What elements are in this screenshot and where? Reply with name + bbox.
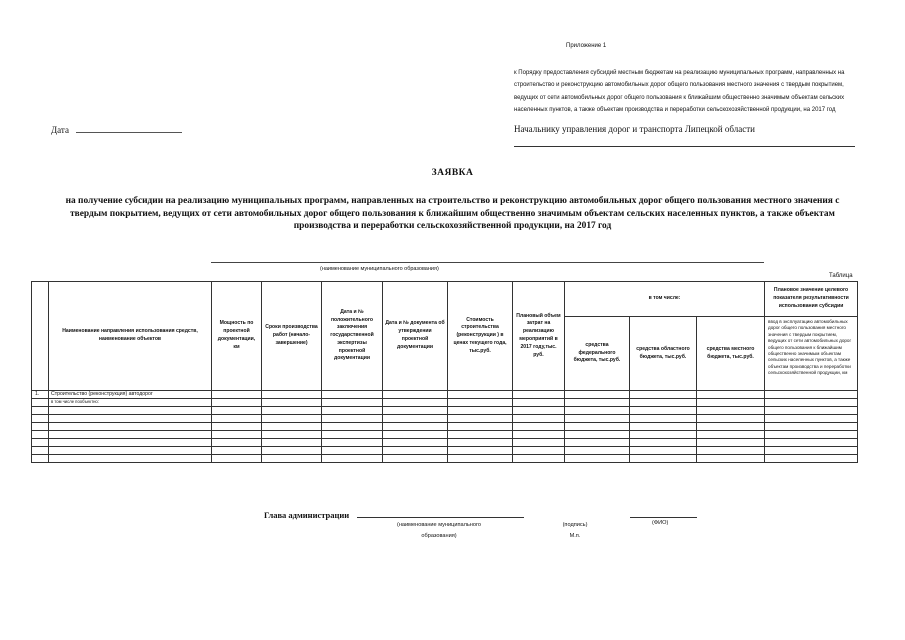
table-cell (630, 423, 697, 431)
table-cell (448, 407, 513, 415)
table-cell (697, 439, 765, 447)
table-cell (262, 399, 322, 407)
row-number-cell (32, 455, 49, 463)
table-cell (765, 423, 858, 431)
table-cell (513, 391, 565, 399)
row-name-cell: Строительство (реконструкция) автодорог (49, 391, 212, 399)
col-capacity-header: Мощность по проектной документации, км (212, 282, 262, 391)
table-cell (212, 415, 262, 423)
application-table (31, 281, 858, 463)
row-name-cell (49, 431, 212, 439)
table-cell (448, 415, 513, 423)
row-number-cell (32, 431, 49, 439)
table-row (32, 391, 858, 399)
document-subtitle: на получение субсидии на реализацию муниципальных программ, направленных на строительство и реконструкцию автомобильных дорог общего пользования местного значения с твердым покрытием, ведущих от сети автомобильных дорог общего пользования к ближайшим общественно значимым объектам сельских населенных пунктов, а также объектам производства и переработки сельскохозяйственной продукции, на 2017 год (65, 196, 840, 232)
col-indicator-detail: ввод в эксплуатацию автомобильных дорог общего пользования местного значения с твердым покрытием, ведущих от сети автомобильных дорог общего пользования к ближайшим общественно значимым объектам сельских населенных пунктов, а также объектам производства и переработки сельскохозяйственной продукции, км (765, 317, 858, 391)
order-reference: к Порядку предоставления субсидий местным бюджетам на реализацию муниципальных программ, направленных на строительство и реконструкцию автомобильных дорог общего пользования местного значения с твердым покрытием, ведущих от сети автомобильных дорог общего пользования к ближайшим общественно значимым объектам сельских населенных пунктов, а также объектам производства и переработки сельскохозяйственной продукции, на 2017 год (514, 70, 845, 114)
col-including-header: в том числе: (565, 282, 765, 317)
row-number-cell (32, 423, 49, 431)
table-cell (630, 455, 697, 463)
addressee-line (514, 146, 855, 147)
municipality-name-caption: (наименование муниципального образования) (396, 522, 482, 539)
table-cell (765, 447, 858, 455)
table-cell (513, 455, 565, 463)
col-federal-header: средства федерального бюджета, тыс.руб. (565, 317, 630, 391)
table-cell (262, 431, 322, 439)
table-cell (630, 447, 697, 455)
table-cell (630, 439, 697, 447)
table-cell (212, 439, 262, 447)
row-number-cell (32, 407, 49, 415)
table-cell (383, 455, 448, 463)
table-cell (322, 415, 383, 423)
municipality-caption: (наименование муниципального образования) (320, 266, 439, 272)
row-name-cell (49, 455, 212, 463)
table-cell (383, 391, 448, 399)
row-name-cell (49, 423, 212, 431)
signature-caption: (подпись) М.п. (562, 522, 588, 539)
table-cell (383, 399, 448, 407)
table-cell (765, 415, 858, 423)
table-cell (765, 391, 858, 399)
table-cell (212, 423, 262, 431)
appendix-label: Приложение 1 (566, 43, 607, 49)
col-indicator-header: Плановое значение целевого показателя результативности использования субсидии (765, 282, 858, 317)
col-approval-header: Дата и № документа об утверждении проектной документации (383, 282, 448, 391)
table-cell (565, 447, 630, 455)
table-cell (697, 455, 765, 463)
table-cell (565, 399, 630, 407)
table-cell (383, 423, 448, 431)
table-cell (383, 431, 448, 439)
col-regional-header: средства областного бюджета, тыс.руб. (630, 317, 697, 391)
table-cell (765, 399, 858, 407)
municipality-line (211, 262, 764, 263)
table-cell (322, 439, 383, 447)
table-cell (565, 431, 630, 439)
table-cell (630, 399, 697, 407)
row-number-cell (32, 439, 49, 447)
table-cell (565, 439, 630, 447)
table-cell (212, 391, 262, 399)
table-cell (322, 399, 383, 407)
table-cell (212, 455, 262, 463)
table-cell (513, 439, 565, 447)
table-cell (448, 439, 513, 447)
table-cell (448, 391, 513, 399)
table-cell (383, 439, 448, 447)
table-cell (697, 431, 765, 439)
table-row (32, 431, 858, 439)
table-row (32, 407, 858, 415)
table-cell (262, 439, 322, 447)
row-name-cell (49, 407, 212, 415)
table-cell (697, 399, 765, 407)
table-cell (448, 399, 513, 407)
table-cell (513, 407, 565, 415)
fio-caption: (ФИО) (652, 520, 669, 526)
col-expertise-header: Дата и № положительного заключения государственной экспертизы проектной документации (322, 282, 383, 391)
row-name-cell: в том числе пообъектно: (49, 399, 212, 407)
head-of-administration-label: Глава администрации (264, 510, 350, 520)
table-cell (565, 407, 630, 415)
table-cell (565, 455, 630, 463)
table-cell (565, 415, 630, 423)
col-name-header: Наименование направления использования средств, наименование объектов (49, 282, 212, 391)
table-cell (697, 447, 765, 455)
row-number-cell (32, 447, 49, 455)
table-cell (765, 439, 858, 447)
col-number-header (32, 282, 49, 391)
table-cell (322, 407, 383, 415)
table-row (32, 455, 858, 463)
table-cell (513, 399, 565, 407)
table-cell (513, 447, 565, 455)
table-cell (262, 391, 322, 399)
table-cell (322, 431, 383, 439)
row-name-cell (49, 415, 212, 423)
table-cell (630, 431, 697, 439)
table-caption: Таблица (829, 273, 853, 279)
table-cell (697, 423, 765, 431)
table-cell (262, 415, 322, 423)
table-row (32, 399, 858, 407)
row-number-cell: 1. (32, 391, 49, 399)
row-name-cell (49, 439, 212, 447)
date-label: Дата (51, 125, 69, 135)
table-cell (383, 415, 448, 423)
col-cost-header: Стоимость строительства (реконструкции ) в ценах текущего года, тыс.руб. (448, 282, 513, 391)
table-cell (383, 447, 448, 455)
document-title: ЗАЯВКА (431, 168, 474, 178)
table-cell (383, 407, 448, 415)
table-cell (630, 415, 697, 423)
table-cell (765, 431, 858, 439)
date-field-line (76, 132, 182, 133)
row-name-cell (49, 447, 212, 455)
table-cell (322, 391, 383, 399)
table-cell (565, 391, 630, 399)
table-row (32, 447, 858, 455)
table-cell (513, 431, 565, 439)
row-number-cell (32, 415, 49, 423)
table-cell (212, 431, 262, 439)
table-cell (448, 431, 513, 439)
col-local-header: средства местного бюджета, тыс.руб. (697, 317, 765, 391)
col-terms-header: Сроки производства работ (начало-завершение) (262, 282, 322, 391)
col-planned-header: Плановый объем затрат на реализацию мероприятий в 2017 году,тыс. руб. (513, 282, 565, 391)
table-cell (262, 423, 322, 431)
head-name-line (357, 517, 524, 518)
table-cell (765, 407, 858, 415)
table-cell (212, 407, 262, 415)
table-cell (630, 391, 697, 399)
table-cell (322, 455, 383, 463)
table-row (32, 415, 858, 423)
table-row (32, 423, 858, 431)
row-number-cell (32, 399, 49, 407)
table-cell (448, 455, 513, 463)
table-row (32, 439, 858, 447)
table-cell (322, 447, 383, 455)
table-cell (697, 407, 765, 415)
table-cell (262, 447, 322, 455)
addressee: Начальнику управления дорог и транспорта Липецкой области (514, 124, 755, 134)
table-cell (697, 415, 765, 423)
table-cell (262, 407, 322, 415)
table-cell (513, 423, 565, 431)
table-cell (513, 415, 565, 423)
table-cell (448, 447, 513, 455)
table-cell (322, 423, 383, 431)
fio-line (630, 517, 697, 518)
table-cell (630, 407, 697, 415)
table-cell (212, 447, 262, 455)
table-cell (765, 455, 858, 463)
table-cell (212, 399, 262, 407)
table-cell (697, 391, 765, 399)
table-cell (448, 423, 513, 431)
table-cell (262, 455, 322, 463)
table-cell (565, 423, 630, 431)
